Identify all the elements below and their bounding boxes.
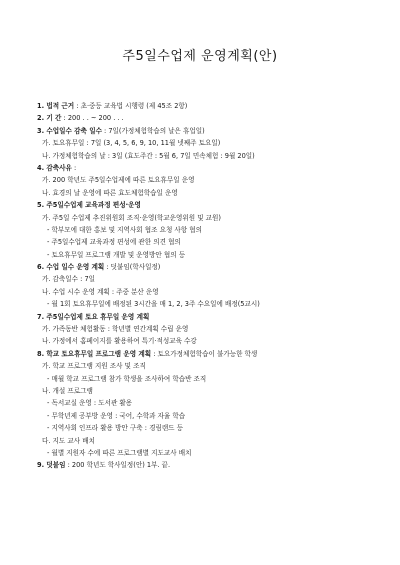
section-heading-label: 8. 학교 토요휴무일 프로그램 운영 계획 — [37, 349, 152, 358]
section-text: 나. 개설 프로그램 — [42, 386, 93, 395]
section-text: 나. 효경의 날 운영에 따른 효도체험학습일 운영 — [42, 188, 178, 197]
section-text: : 7일(가정체험학습의 날은 휴업일) — [101, 126, 205, 135]
section-text: 나. 가정에서 홈페이지를 활용하여 특기·적성교육 수강 — [42, 337, 197, 346]
section-heading — [37, 348, 392, 360]
section-text: 가. 학교 프로그램 지원 조사 및 조직 — [42, 362, 146, 371]
section-item — [37, 447, 392, 459]
section-heading — [37, 112, 392, 124]
section-heading — [37, 199, 392, 211]
section-item — [37, 360, 392, 372]
section-item — [37, 286, 392, 298]
section-text: 나. 수업 시수 운영 계획 : 주중 분산 운영 — [42, 287, 159, 296]
document-body — [37, 100, 392, 472]
section-heading — [37, 459, 392, 471]
section-heading-label: 5. 주5일수업제 교육과정 편성·운영 — [37, 201, 141, 210]
section-text: - 주5일수업제 교육과정 편성에 관한 의견 협의 — [47, 238, 181, 247]
section-text: : 200 . . ~ 200 . . . — [61, 114, 124, 123]
section-item — [37, 298, 392, 310]
section-item — [37, 373, 392, 385]
section-heading-label: 7. 주5일수업제 토요 휴무일 운영 계획 — [37, 312, 150, 321]
section-heading-label: 2. 기 간 — [37, 114, 62, 123]
section-text: 가. 가족동반 체험활동 : 학년별 연간계획 수립 운영 — [42, 325, 189, 334]
section-heading — [37, 125, 392, 137]
section-item — [37, 224, 392, 236]
section-item — [37, 422, 392, 434]
section-text: : — [71, 163, 77, 172]
section-item — [37, 249, 392, 261]
section-item — [37, 435, 392, 447]
section-heading-label: 1. 법적 근거 — [37, 102, 75, 110]
section-item — [37, 236, 392, 248]
section-item — [37, 323, 392, 335]
section-heading-label: 6. 수업 일수 운영 계획 — [37, 263, 105, 272]
section-heading-label: 3. 수업일수 감축 일수 — [37, 126, 102, 135]
section-heading-label: 9. 덧붙임 — [37, 461, 66, 470]
section-item — [37, 212, 392, 224]
section-item — [37, 410, 392, 422]
section-item — [37, 187, 392, 199]
section-item — [37, 273, 392, 285]
section-text: : 초·중등 교육법 시행령 (제 45조 2항) — [74, 102, 188, 110]
section-text: 다. 지도 교사 배치 — [42, 436, 95, 445]
section-text: - 매월 학교 프로그램 참가 학생을 조사하여 학습반 조직 — [47, 374, 207, 383]
section-text: 가. 감축일수 : 7일 — [42, 275, 96, 284]
section-item — [37, 137, 392, 149]
section-item — [37, 150, 392, 162]
section-text: - 학부모에 대한 홍보 및 지역사회 협조 요청 사항 협의 — [47, 225, 203, 234]
section-text: 가. 200 학년도 주5일수업제에 따른 토요휴무일 운영 — [42, 176, 195, 185]
section-text: : 200 학년도 학사일정(안) 1부. 끝. — [65, 461, 171, 470]
section-text: - 월별 지원자 수에 따른 프로그램별 지도교사 배치 — [47, 448, 192, 457]
section-heading — [37, 100, 392, 112]
section-text: 가. 토요휴무일 : 7일 (3, 4, 5, 6, 9, 10, 11월 넷째주 토요일) — [42, 139, 221, 148]
section-text: 가. 주5일 수업제 추진위원회 조직·운영(학교운영위원 및 교원) — [42, 213, 221, 222]
section-heading-label: 4. 감축사유 — [37, 163, 72, 172]
section-heading — [37, 261, 392, 273]
section-item — [37, 397, 392, 409]
section-item — [37, 385, 392, 397]
section-text: - 토요휴무일 프로그램 개발 및 운영방안 협의 등 — [47, 250, 186, 259]
section-text: - 지역사회 인프라 활용 방안 구축 : 경림랜드 등 — [47, 424, 184, 433]
section-text: - 독서교실 운영 : 도서관 활용 — [47, 399, 133, 408]
section-text: : 덧붙임(학사일정) — [104, 263, 161, 272]
section-text: - 월 1회 토요휴무일에 배정된 3시간을 매 1, 2, 3주 수요일에 배정(5교시) — [47, 300, 260, 309]
section-heading — [37, 311, 392, 323]
section-text: - 무학년제 공부방 운영 : 국어, 수학과 자율 학습 — [47, 411, 186, 420]
section-text: : 토요가정체험학습이 불가능한 학생 — [151, 349, 258, 358]
section-item — [37, 174, 392, 186]
section-text: 나. 가정체험학습의 날 : 3일 (효도주간 : 5월 6, 7일 민속체험 : 9월 20일) — [42, 151, 255, 160]
document-title: 주5일수업제 운영계획(안) — [122, 49, 278, 64]
section-item — [37, 335, 392, 347]
section-heading — [37, 162, 392, 174]
